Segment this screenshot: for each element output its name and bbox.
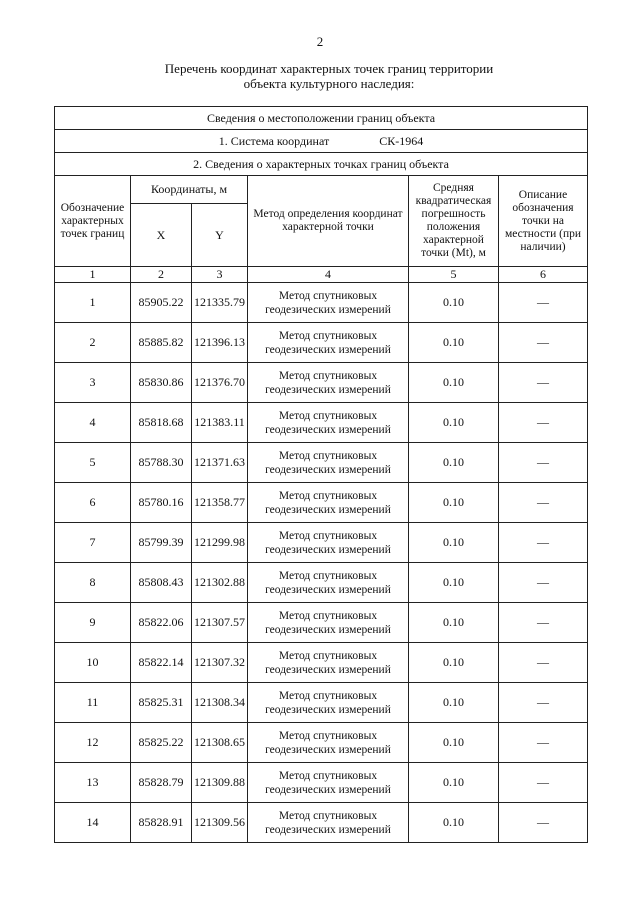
column-number: 2 bbox=[131, 267, 192, 283]
point-number: 3 bbox=[55, 363, 131, 403]
point-description: — bbox=[499, 363, 588, 403]
method-line-2: геодезических измерений bbox=[265, 423, 391, 436]
point-description: — bbox=[499, 723, 588, 763]
method-line-1: Метод спутниковых bbox=[278, 729, 378, 742]
method-line-2: геодезических измерений bbox=[265, 703, 391, 716]
point-description: — bbox=[499, 483, 588, 523]
error-mt: 0.10 bbox=[409, 683, 499, 723]
point-number: 1 bbox=[55, 283, 131, 323]
coordinate-x: 85808.43 bbox=[131, 563, 192, 603]
method-line-1: Метод спутниковых bbox=[278, 449, 378, 462]
coordinate-x: 85788.30 bbox=[131, 443, 192, 483]
method-line-2: геодезических измерений bbox=[265, 463, 391, 476]
point-number: 4 bbox=[55, 403, 131, 443]
method-line-2: геодезических измерений bbox=[265, 343, 391, 356]
coordinate-y: 121302.88 bbox=[192, 563, 248, 603]
coordinate-system-row bbox=[55, 130, 588, 153]
error-mt: 0.10 bbox=[409, 763, 499, 803]
header-y: Y bbox=[192, 204, 248, 267]
column-number: 3 bbox=[192, 267, 248, 283]
method-line-2: геодезических измерений bbox=[265, 543, 391, 556]
table-row bbox=[55, 483, 588, 523]
method-line-2: геодезических измерений bbox=[265, 583, 391, 596]
header-designation: Обозначение характерных точек границ bbox=[55, 176, 131, 267]
method-line-2: геодезических измерений bbox=[265, 663, 391, 676]
method-line-1: Метод спутниковых bbox=[278, 569, 378, 582]
point-description: — bbox=[499, 683, 588, 723]
coordinate-y: 121371.63 bbox=[192, 443, 248, 483]
error-mt: 0.10 bbox=[409, 483, 499, 523]
document-title bbox=[0, 61, 640, 91]
page-number: 2 bbox=[316, 34, 324, 49]
method-line-2: геодезических измерений bbox=[265, 743, 391, 756]
method bbox=[248, 323, 409, 363]
coordinate-y: 121335.79 bbox=[192, 283, 248, 323]
point-description: — bbox=[499, 323, 588, 363]
error-mt: 0.10 bbox=[409, 523, 499, 563]
table-row bbox=[55, 323, 588, 363]
table-row bbox=[55, 723, 588, 763]
document-title-line-1: Перечень координат характерных точек границ территории bbox=[164, 61, 494, 76]
coordinates-table bbox=[54, 106, 588, 843]
error-mt: 0.10 bbox=[409, 283, 499, 323]
table-row bbox=[55, 643, 588, 683]
coordinate-x: 85799.39 bbox=[131, 523, 192, 563]
coordinate-x: 85905.22 bbox=[131, 283, 192, 323]
table-row bbox=[55, 283, 588, 323]
point-description: — bbox=[499, 603, 588, 643]
error-mt: 0.10 bbox=[409, 363, 499, 403]
method-line-1: Метод спутниковых bbox=[278, 369, 378, 382]
method-line-2: геодезических измерений bbox=[265, 783, 391, 796]
method-line-1: Метод спутниковых bbox=[278, 769, 378, 782]
point-number: 8 bbox=[55, 563, 131, 603]
table-row bbox=[55, 403, 588, 443]
method-line-2: геодезических измерений bbox=[265, 503, 391, 516]
table-row bbox=[55, 563, 588, 603]
coordinate-y: 121309.88 bbox=[192, 763, 248, 803]
error-mt: 0.10 bbox=[409, 403, 499, 443]
point-description: — bbox=[499, 403, 588, 443]
method-line-1: Метод спутниковых bbox=[278, 489, 378, 502]
point-number: 12 bbox=[55, 723, 131, 763]
header-method: Метод определения координат характерной точки bbox=[248, 176, 409, 267]
method bbox=[248, 563, 409, 603]
coordinate-x: 85825.22 bbox=[131, 723, 192, 763]
table-row bbox=[55, 763, 588, 803]
document-title-line-2: объекта культурного наследия: bbox=[243, 76, 415, 91]
coordinate-y: 121396.13 bbox=[192, 323, 248, 363]
method-line-1: Метод спутниковых bbox=[278, 329, 378, 342]
method-line-2: геодезических измерений bbox=[265, 383, 391, 396]
coordinate-x: 85828.91 bbox=[131, 803, 192, 843]
coordinate-x: 85822.14 bbox=[131, 643, 192, 683]
method bbox=[248, 643, 409, 683]
error-mt: 0.10 bbox=[409, 443, 499, 483]
error-mt: 0.10 bbox=[409, 563, 499, 603]
point-number: 10 bbox=[55, 643, 131, 683]
coordinate-system-label: 1. Система координат bbox=[218, 133, 330, 148]
point-number: 11 bbox=[55, 683, 131, 723]
point-number: 2 bbox=[55, 323, 131, 363]
table-row bbox=[55, 803, 588, 843]
coordinate-y: 121299.98 bbox=[192, 523, 248, 563]
method bbox=[248, 363, 409, 403]
method-line-1: Метод спутниковых bbox=[278, 689, 378, 702]
method bbox=[248, 523, 409, 563]
point-description: — bbox=[499, 643, 588, 683]
coordinate-y: 121308.65 bbox=[192, 723, 248, 763]
point-description: — bbox=[499, 763, 588, 803]
method bbox=[248, 603, 409, 643]
header-description: Описание обозначения точки на местности (при наличии) bbox=[499, 176, 588, 267]
method bbox=[248, 283, 409, 323]
error-mt: 0.10 bbox=[409, 723, 499, 763]
method-line-2: геодезических измерений bbox=[265, 623, 391, 636]
column-number: 5 bbox=[409, 267, 499, 283]
point-number: 5 bbox=[55, 443, 131, 483]
method-line-1: Метод спутниковых bbox=[278, 809, 378, 822]
header-error: Средняя квадратическая погрешность положения характерной точки (Mt), м bbox=[409, 176, 499, 267]
method-line-2: геодезических измерений bbox=[265, 823, 391, 836]
method bbox=[248, 723, 409, 763]
coordinate-y: 121307.32 bbox=[192, 643, 248, 683]
table-row bbox=[55, 363, 588, 403]
coordinate-y: 121383.11 bbox=[192, 403, 248, 443]
points-section-header: 2. Сведения о характерных точках границ объекта bbox=[55, 153, 588, 176]
coordinate-system-value: СК-1964 bbox=[379, 133, 424, 148]
point-number: 14 bbox=[55, 803, 131, 843]
table-row bbox=[55, 523, 588, 563]
table-row bbox=[55, 603, 588, 643]
point-description: — bbox=[499, 563, 588, 603]
column-number: 6 bbox=[499, 267, 588, 283]
coordinate-x: 85822.06 bbox=[131, 603, 192, 643]
error-mt: 0.10 bbox=[409, 323, 499, 363]
error-mt: 0.10 bbox=[409, 803, 499, 843]
method-line-1: Метод спутниковых bbox=[278, 409, 378, 422]
method-line-1: Метод спутниковых bbox=[278, 289, 378, 302]
coordinate-y: 121376.70 bbox=[192, 363, 248, 403]
header-x: X bbox=[131, 204, 192, 267]
point-description: — bbox=[499, 803, 588, 843]
point-number: 13 bbox=[55, 763, 131, 803]
coordinate-y: 121309.56 bbox=[192, 803, 248, 843]
section-header: Сведения о местоположении границ объекта bbox=[55, 107, 588, 130]
coordinate-y: 121307.57 bbox=[192, 603, 248, 643]
coordinate-x: 85818.68 bbox=[131, 403, 192, 443]
method bbox=[248, 403, 409, 443]
coordinate-x: 85825.31 bbox=[131, 683, 192, 723]
table-row bbox=[55, 443, 588, 483]
method-line-2: геодезических измерений bbox=[265, 303, 391, 316]
coordinate-x: 85830.86 bbox=[131, 363, 192, 403]
point-number: 6 bbox=[55, 483, 131, 523]
column-number: 1 bbox=[55, 267, 131, 283]
method bbox=[248, 483, 409, 523]
coordinate-y: 121308.34 bbox=[192, 683, 248, 723]
table-row bbox=[55, 683, 588, 723]
method-line-1: Метод спутниковых bbox=[278, 609, 378, 622]
method-line-1: Метод спутниковых bbox=[278, 529, 378, 542]
error-mt: 0.10 bbox=[409, 643, 499, 683]
column-number-row bbox=[55, 267, 588, 283]
point-number: 9 bbox=[55, 603, 131, 643]
coordinate-x: 85885.82 bbox=[131, 323, 192, 363]
coordinate-y: 121358.77 bbox=[192, 483, 248, 523]
coordinate-x: 85828.79 bbox=[131, 763, 192, 803]
method bbox=[248, 803, 409, 843]
point-description: — bbox=[499, 523, 588, 563]
method bbox=[248, 443, 409, 483]
point-description: — bbox=[499, 443, 588, 483]
point-number: 7 bbox=[55, 523, 131, 563]
method-line-1: Метод спутниковых bbox=[278, 649, 378, 662]
method bbox=[248, 683, 409, 723]
coordinate-x: 85780.16 bbox=[131, 483, 192, 523]
error-mt: 0.10 bbox=[409, 603, 499, 643]
point-description: — bbox=[499, 283, 588, 323]
header-coordinates: Координаты, м bbox=[131, 176, 248, 204]
method bbox=[248, 763, 409, 803]
column-number: 4 bbox=[248, 267, 409, 283]
